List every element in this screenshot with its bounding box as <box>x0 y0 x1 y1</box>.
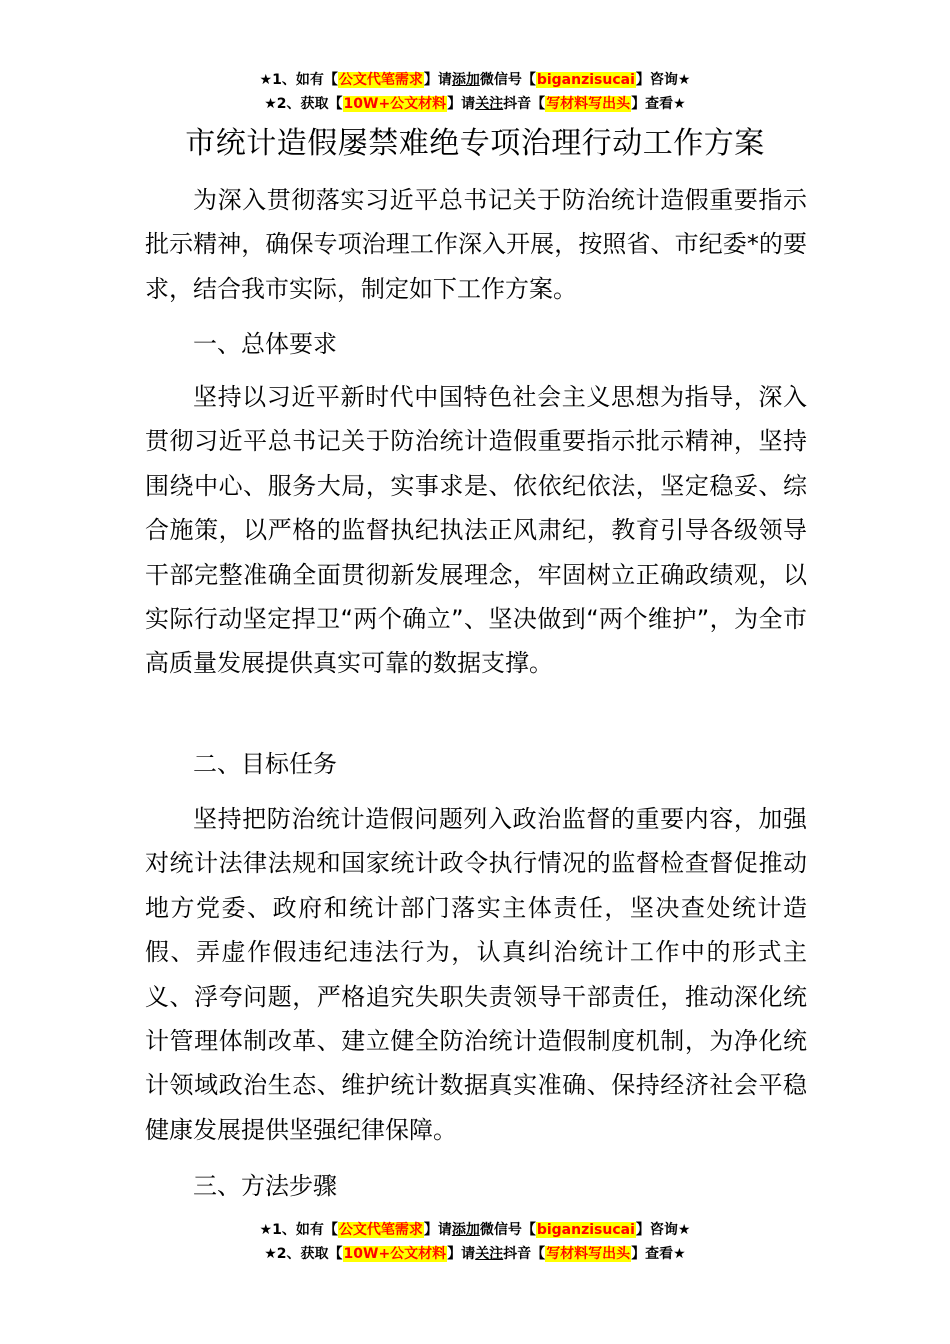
banner-line-1-prefix: ★1、如有【 <box>259 72 338 88</box>
banner-line-2-mid-2: 抖音【 <box>503 1246 546 1262</box>
banner-line-2-highlight-1: 10W+公文材料 <box>343 96 447 112</box>
intro-paragraph: 为深入贯彻落实习近平总书记关于防治统计造假重要指示批示精神，确保专项治理工作深入开展，按照省、市纪委*的要求，结合我市实际，制定如下工作方案。 <box>145 186 807 303</box>
banner-line-1-highlight-2: biganzisucai <box>536 72 635 88</box>
banner-line-1-underlined: 添加 <box>451 1222 480 1238</box>
section-1-heading: 一、总体要求 <box>193 330 337 358</box>
banner-line-2-mid-1: 】请 <box>447 1246 476 1262</box>
section-3-heading: 三、方法步骤 <box>193 1172 337 1200</box>
banner-line-1-suffix: 】咨询★ <box>635 72 691 88</box>
banner-line-1-mid-1: 】请 <box>423 1222 452 1238</box>
banner-line-2-underlined: 关注 <box>475 96 504 112</box>
section-2-heading-block <box>145 742 807 786</box>
banner-line-1-highlight-1: 公文代笔需求 <box>338 72 423 88</box>
bottom-banner <box>0 1218 950 1266</box>
banner-line-2-prefix: ★2、获取【 <box>264 96 343 112</box>
section-2-body-block <box>145 797 807 1152</box>
top-banner <box>0 68 950 116</box>
banner-line-1 <box>0 1218 950 1242</box>
banner-line-1-highlight-2: biganzisucai <box>536 1222 635 1238</box>
banner-line-1-mid-2: 微信号【 <box>479 72 536 88</box>
banner-line-2-mid-1: 】请 <box>447 96 476 112</box>
banner-line-2-highlight-2: 写材料写出头 <box>546 1246 631 1262</box>
banner-line-1-underlined: 添加 <box>451 72 480 88</box>
banner-line-1-highlight-1: 公文代笔需求 <box>338 1222 423 1238</box>
banner-line-2-mid-2: 抖音【 <box>503 96 546 112</box>
intro-paragraph-block <box>145 178 807 311</box>
banner-line-2-highlight-2: 写材料写出头 <box>546 96 631 112</box>
section-2-heading: 二、目标任务 <box>193 750 337 778</box>
banner-line-1-mid-2: 微信号【 <box>479 1222 536 1238</box>
banner-line-1-mid-1: 】请 <box>423 72 452 88</box>
banner-line-2-highlight-1: 10W+公文材料 <box>343 1246 447 1262</box>
banner-line-2 <box>0 92 950 116</box>
document-title: 市统计造假屡禁难绝专项治理行动工作方案 <box>185 126 765 161</box>
banner-line-1-prefix: ★1、如有【 <box>259 1222 338 1238</box>
section-1-body: 坚持以习近平新时代中国特色社会主义思想为指导，深入贯彻习近平总书记关于防治统计造假重要指示批示精神，坚持围绕中心、服务大局，实事求是、依依纪依法，坚定稳妥、综合施策，以严格的监督执纪执法正风肃纪，教育引导各级领导干部完整准确全面贯彻新发展理念，牢固树立正确政绩观，以实际行动坚定捍卫“两个确立”、坚决做到“两个维护”，为全市高质量发展提供真实可靠的数据支撑。 <box>145 383 807 678</box>
section-1-heading-block <box>145 322 807 366</box>
banner-line-2-suffix: 】查看★ <box>631 1246 686 1262</box>
banner-line-1 <box>0 68 950 92</box>
banner-line-2-underlined: 关注 <box>475 1246 504 1262</box>
banner-line-1-suffix: 】咨询★ <box>635 1222 691 1238</box>
banner-line-2-prefix: ★2、获取【 <box>264 1246 343 1262</box>
section-1-body-block <box>145 375 807 686</box>
banner-line-2 <box>0 1242 950 1266</box>
banner-line-2-suffix: 】查看★ <box>631 96 686 112</box>
section-3-heading-block <box>145 1164 807 1208</box>
section-2-body: 坚持把防治统计造假问题列入政治监督的重要内容，加强对统计法律法规和国家统计政令执行情况的监督检查督促推动地方党委、政府和统计部门落实主体责任，坚决查处统计造假、弄虚作假违纪违法行为，认真纠治统计工作中的形式主义、浮夸问题，严格追究失职失责领导干部责任，推动深化统计管理体制改革、建立健全防治统计造假制度机制，为净化统计领域政治生态、维护统计数据真实准确、保持经济社会平稳健康发展提供坚强纪律保障。 <box>145 805 807 1144</box>
